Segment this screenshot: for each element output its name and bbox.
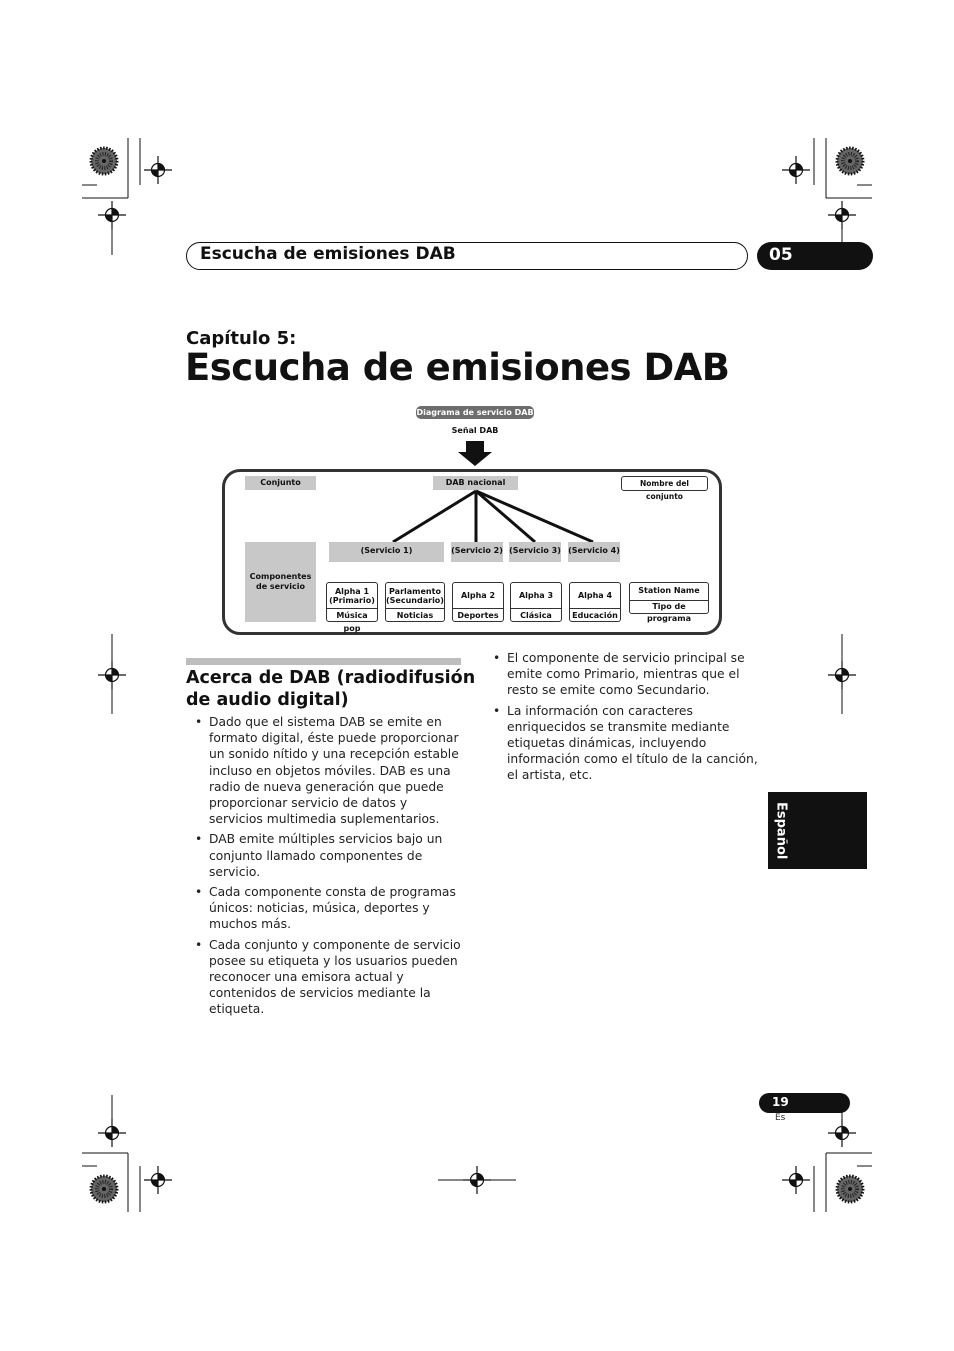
service-2: (Servicio 2)	[451, 542, 503, 562]
service-1: (Servicio 1)	[329, 542, 444, 562]
chapter-title: Escucha de emisiones DAB	[185, 346, 730, 389]
list-item: • El componente de servicio principal se emite como Primario, mientras que el resto se emite como Secundario.	[486, 650, 764, 699]
national-label: DAB nacional	[433, 476, 518, 490]
list-item: • DAB emite múltiples servicios bajo un conjunto llamado componentes de servicio.	[188, 831, 463, 880]
list-item: • Dado que el sistema DAB se emite en formato digital, éste puede proporcionar un sonido nítido y una recepción estable incluso en objetos móviles. DAB es una radio de nueva generación que puede proporcionar servicio de datos y servicios multimedia suplementarios.	[188, 714, 463, 827]
ensemble-label: Conjunto	[245, 476, 316, 490]
language-tab-label: Español	[773, 801, 789, 860]
station-box: Alpha 2 Deportes	[452, 582, 504, 622]
page-lang-code: Es	[775, 1113, 786, 1123]
section-title: Acerca de DAB (radiodifusión de audio digital)	[186, 668, 476, 710]
page-number: 19	[759, 1093, 850, 1113]
header-title: Escucha de emisiones DAB	[200, 244, 456, 264]
connector-lines	[380, 489, 600, 545]
service-3: (Servicio 3)	[509, 542, 561, 562]
chapter-number-badge: 05	[757, 242, 873, 270]
right-bullet-list	[486, 650, 764, 788]
station-box: Alpha 1 (Primario) Música pop	[326, 582, 378, 622]
diagram-tag: Diagrama de servicio DAB	[416, 408, 534, 417]
signal-label: Señal DAB	[451, 426, 499, 435]
legend-box: Station Name Tipo de programa	[629, 582, 709, 614]
down-arrow-icon	[457, 441, 493, 467]
service-4: (Servicio 4)	[568, 542, 620, 562]
station-box: Alpha 4 Educación	[569, 582, 621, 622]
list-item: • Cada conjunto y componente de servicio posee su etiqueta y los usuarios pueden reconocer una emisora actual y contenidos de servicios mediante la etiqueta.	[188, 937, 463, 1018]
section-rule	[186, 658, 461, 665]
ensemble-name-label: Nombre del conjunto	[621, 476, 708, 491]
left-bullet-list	[188, 714, 463, 1022]
station-box: Alpha 3 Clásica	[510, 582, 562, 622]
list-item: • La información con caracteres enriquecidos se transmite mediante etiquetas dinámicas, incluyendo información como el título de la canción, el artista, etc.	[486, 703, 764, 784]
station-box: Parlamento (Secundario) Noticias	[385, 582, 445, 622]
chapter-label: Capítulo 5:	[186, 328, 297, 349]
list-item: • Cada componente consta de programas únicos: noticias, música, deportes y muchos más.	[188, 884, 463, 933]
components-label: Componentes de servicio	[245, 542, 316, 622]
